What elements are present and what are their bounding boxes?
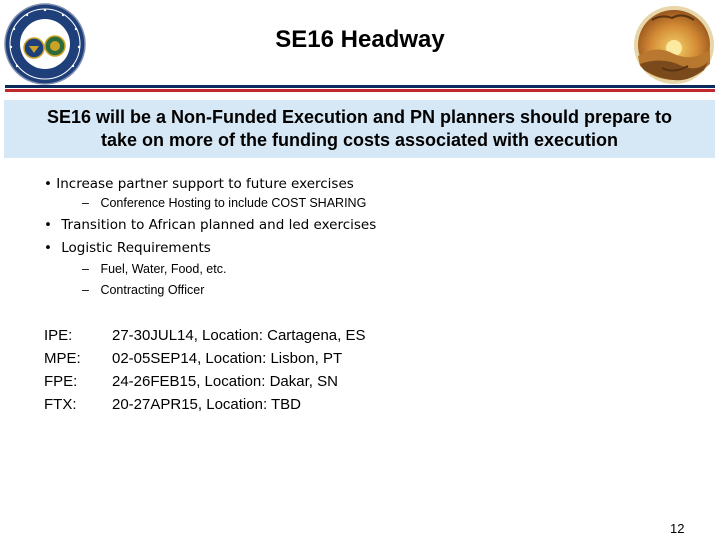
key-message-banner: [4, 100, 715, 158]
sub-bullet-text: Contracting Officer: [100, 283, 205, 297]
sub-bullet-text: Fuel, Water, Food, etc.: [100, 262, 227, 276]
saharan-express-logo: [632, 4, 716, 86]
sub-bullet-marker: –: [82, 196, 89, 210]
bullet-marker: •: [44, 240, 52, 256]
schedule-label-ipe: IPE:: [44, 327, 73, 344]
bullet-item: [44, 176, 354, 192]
schedule-label-fpe: FPE:: [44, 373, 78, 390]
header-rule-dark: [5, 85, 715, 88]
schedule-value-ipe: 27-30JUL14, Location: Cartagena, ES: [112, 327, 366, 344]
slide-title: SE16 Headway: [275, 26, 445, 53]
sub-bullet-marker: –: [82, 262, 89, 276]
sub-bullet-item: [82, 283, 204, 297]
schedule-label-ftx: FTX:: [44, 396, 77, 413]
bullet-item: [44, 240, 211, 256]
schedule-label-mpe: MPE:: [44, 350, 81, 367]
bullet-item: [44, 217, 376, 233]
schedule-value-mpe: 02-05SEP14, Location: Lisbon, PT: [112, 350, 343, 367]
bullet-marker: •: [44, 176, 52, 192]
sub-bullet-item: [82, 196, 366, 210]
header-rule-red: [5, 89, 715, 92]
page-number: 12: [670, 521, 685, 536]
banner-line-1: SE16 will be a Non-Funded Execution and PN planners should prepare to: [46, 107, 673, 127]
sub-bullet-text: Conference Hosting to include COST SHARING: [100, 196, 367, 210]
saharan-express-desert-emblem-icon: [632, 4, 716, 86]
schedule-value-fpe: 24-26FEB15, Location: Dakar, SN: [112, 373, 338, 390]
schedule-value-ftx: 20-27APR15, Location: TBD: [112, 396, 302, 413]
bullet-text: Logistic Requirements: [61, 240, 211, 256]
bullet-marker: •: [44, 217, 52, 233]
sub-bullet-item: [82, 262, 226, 276]
sub-bullet-marker: –: [82, 283, 89, 297]
banner-line-2: take on more of the funding costs associated with execution: [100, 130, 619, 150]
bullet-text: Increase partner support to future exercises: [56, 176, 354, 192]
bullet-text: Transition to African planned and led exercises: [61, 217, 377, 233]
